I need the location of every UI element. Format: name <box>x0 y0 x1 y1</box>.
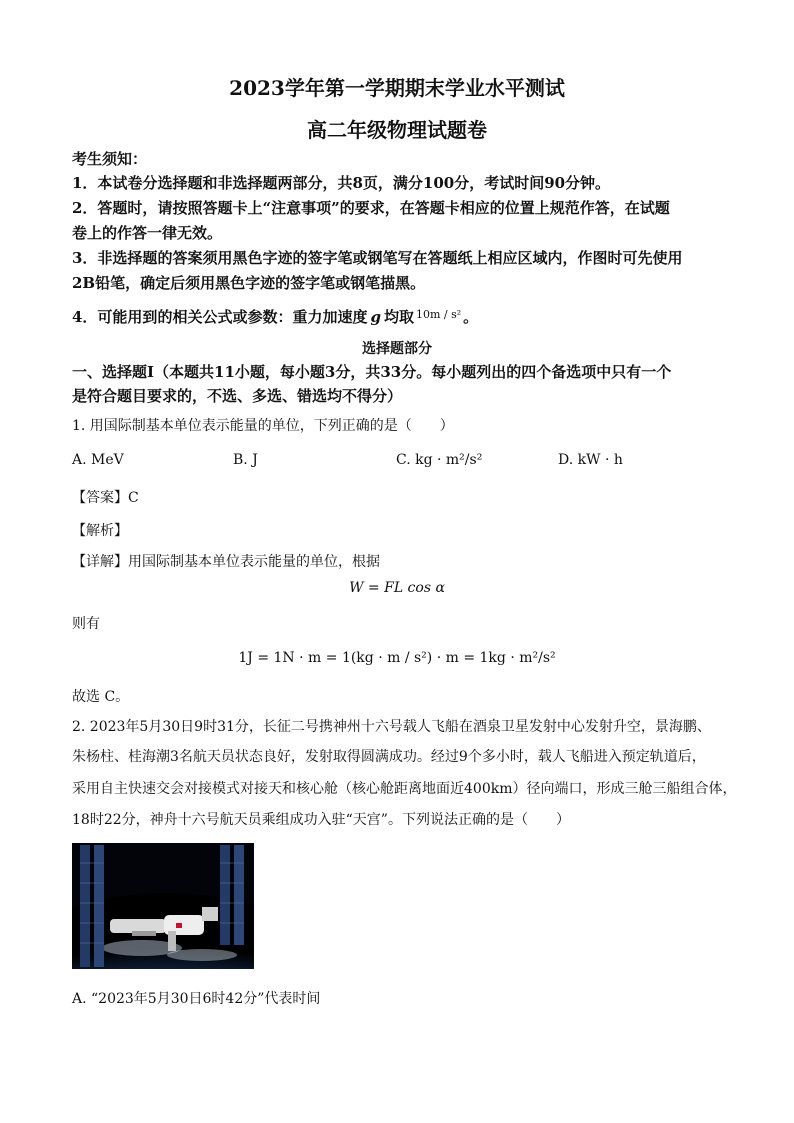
notice-item-2-line2: 卷上的作答一律无效。 <box>72 224 223 242</box>
gravity-symbol: g <box>370 308 381 326</box>
detail-text: 用国际制基本单位表示能量的单位，根据 <box>128 554 380 570</box>
q1-option-d: D. kW · h <box>558 452 623 468</box>
notice-item-4-end: 。 <box>463 308 479 326</box>
q1-option-c: C. kg · m²/s² <box>396 452 483 468</box>
q1-option-b: B. J <box>233 452 258 468</box>
notice-item-3-line1: 3．非选择题的答案须用黑色字迹的签字笔或钢笔写在答题纸上相应区域内，作图时可先使用 <box>72 249 683 267</box>
q1-conclusion: 故选 C。 <box>72 689 130 705</box>
q1-formula-work: W = FL cos α <box>349 580 445 596</box>
q1-option-a: A. MeV <box>72 452 124 468</box>
space-station-photo <box>72 843 254 969</box>
q1-analysis-tag: 【解析】 <box>72 523 128 539</box>
notice-item-2-line1: 2．答题时，请按照答题卡上“注意事项”的要求，在答题卡相应的位置上规范作答，在试题 <box>72 199 670 217</box>
notice-item-4 <box>72 306 478 327</box>
answer-tag: 【答案】 <box>72 490 128 506</box>
q2-option-a: A. “2023年5月30日6时42分”代表时间 <box>72 991 321 1007</box>
part-title: 选择题部分 <box>362 341 432 357</box>
q1-formula-units: 1J = 1N · m = 1(kg · m / s²) · m = 1kg · m²/s² <box>238 650 556 666</box>
q2-stem-line2: 朱杨柱、桂海潮3名航天员状态良好，发射取得圆满成功。经过9个多小时，载人飞船进入预定轨道后， <box>72 749 706 765</box>
q2-stem-line4: 18时22分，神舟十六号航天员乘组成功入驻“天宫”。下列说法正确的是（ ） <box>72 812 570 828</box>
notice-item-3-line2: 2B铅笔，确定后须用黑色字迹的签字笔或钢笔描黑。 <box>72 274 426 292</box>
detail-tag: 【详解】 <box>72 554 128 570</box>
exam-subtitle: 高二年级物理试题卷 <box>307 118 487 142</box>
section-heading-line2: 是符合题目要求的，不选、多选、错选均不得分） <box>72 387 403 405</box>
q1-detail <box>72 551 380 571</box>
notice-item-4-text: 4．可能用到的相关公式或参数：重力加速度 <box>72 308 368 326</box>
notice-item-4-mid: 均取 <box>383 308 414 326</box>
q2-stem-line3: 采用自主快速交会对接模式对接天和核心舱（核心舱距离地面近400km）径向端口，形成三舱三船组合体， <box>72 781 737 797</box>
answer-value: C <box>128 490 139 506</box>
section-heading-line1: 一、选择题Ⅰ（本题共11小题，每小题3分，共33分。每小题列出的四个备选项中只有一个 <box>72 363 672 381</box>
q1-stem: 1. 用国际制基本单位表示能量的单位，下列正确的是（ ） <box>72 418 454 434</box>
q1-then: 则有 <box>72 616 100 632</box>
exam-title: 2023学年第一学期期末学业水平测试 <box>229 76 565 100</box>
q2-stem-line1: 2. 2023年5月30日9时31分，长征二号携神州十六号载人飞船在酒泉卫星发射中心发射升空，景海鹏、 <box>72 719 711 735</box>
gravity-value: 10m / s² <box>415 308 462 321</box>
q1-answer <box>72 487 139 507</box>
notice-item-1: 1．本试卷分选择题和非选择题两部分，共8页，满分100分，考试时间90分钟。 <box>72 174 611 192</box>
notice-heading: 考生须知： <box>72 150 148 168</box>
